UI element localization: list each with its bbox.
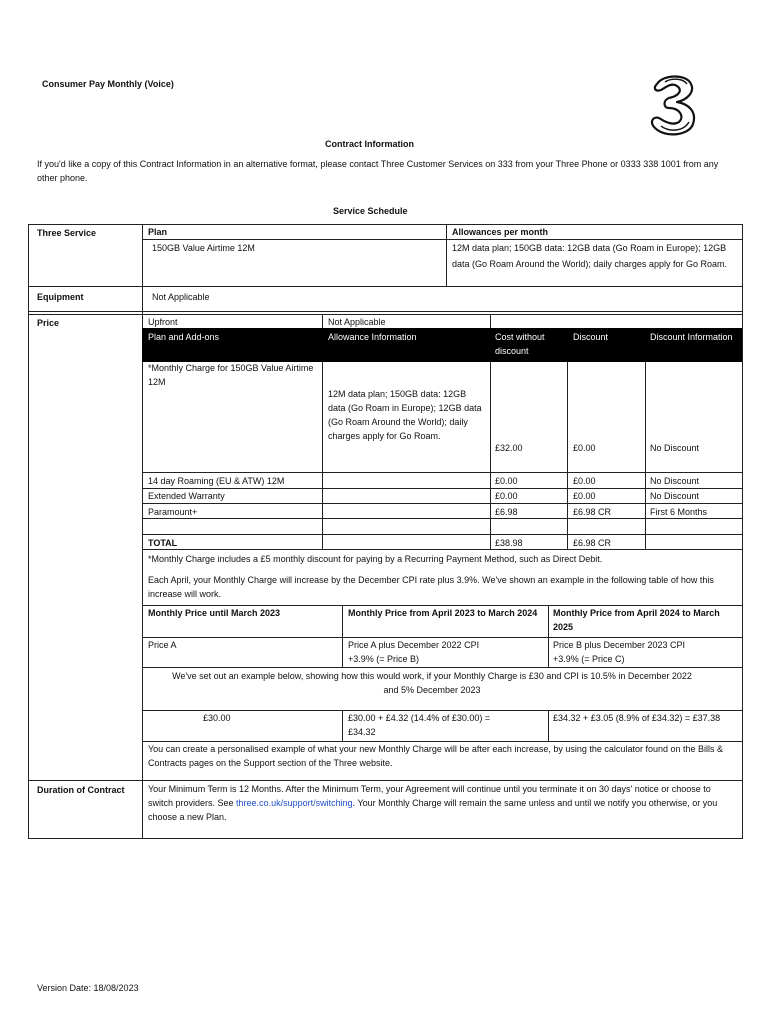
price-row-cost: £0.00	[495, 491, 518, 501]
price-label: Price	[37, 318, 60, 328]
cpi-increase-note: Each April, your Monthly Charge will increase by the December CPI rate plus 3.9%. We've shown an example in the following table of how this increase will work.	[148, 575, 714, 599]
price-row-discount: £0.00	[573, 491, 596, 501]
contract-title: Contract Information	[325, 139, 414, 149]
increase-cell-1: Price A	[148, 640, 177, 650]
upfront-label: Upfront	[148, 317, 178, 327]
intro-text: If you'd like a copy of this Contract Information in an alternative format, please contact Three Customer Services on 333 from your Three Phone or 0333 338 1001 from any other phone.	[37, 159, 719, 183]
equipment-value: Not Applicable	[152, 292, 210, 302]
total-cost: £38.98	[495, 538, 523, 548]
col-allowance-info: Allowance Information	[328, 332, 417, 342]
upfront-value: Not Applicable	[328, 317, 386, 327]
price-row-discount-info: No Discount	[650, 491, 700, 501]
price-row-discount-info: No Discount	[650, 443, 700, 453]
three-logo-icon	[643, 70, 701, 138]
increase-header-3: Monthly Price from April 2024 to March 2025	[553, 608, 720, 632]
price-row-cost: £0.00	[495, 476, 518, 486]
price-row-discount-info: No Discount	[650, 476, 700, 486]
plan-header: Plan	[148, 227, 168, 237]
col-discount-information: Discount Information	[650, 332, 733, 342]
price-row-discount: £0.00	[573, 443, 596, 453]
example-cell-2: £30.00 + £4.32 (14.4% of £30.00) = £34.32	[348, 713, 491, 737]
product-title: Consumer Pay Monthly (Voice)	[42, 79, 174, 89]
total-discount: £6.98 CR	[573, 538, 612, 548]
calculator-note: You can create a personalised example of what your new Monthly Charge will be after each increase, by using the calculator found on the Bills & Contracts pages on the Support section of the Three website.	[148, 744, 723, 768]
direct-debit-note: *Monthly Charge includes a £5 monthly discount for paying by a Recurring Payment Method, such as Direct Debit.	[148, 554, 603, 564]
example-cell-3: £34.32 + £3.05 (8.9% of £34.32) = £37.38	[553, 713, 721, 723]
example-intro: We've set out an example below, showing how this would work, if your Monthly Charge is £30 and CPI is 10.5% in December 2022 and 5% December 2023	[172, 671, 692, 695]
increase-cell-2: Price A plus December 2022 CPI +3.9% (= Price B)	[348, 640, 480, 664]
total-label: TOTAL	[148, 538, 178, 548]
increase-cell-3: Price B plus December 2023 CPI +3.9% (= Price C)	[553, 640, 686, 664]
switching-link[interactable]: three.co.uk/support/switching	[236, 798, 353, 808]
plan-name: 150GB Value Airtime 12M	[152, 243, 255, 253]
price-row-name: *Monthly Charge for 150GB Value Airtime 12M	[148, 363, 314, 387]
allowances-header: Allowances per month	[452, 227, 549, 237]
price-row-discount: £0.00	[573, 476, 596, 486]
version-date: Version Date: 18/08/2023	[37, 983, 139, 993]
price-row-cost: £32.00	[495, 443, 523, 453]
price-row-discount: £6.98 CR	[573, 507, 612, 517]
col-cost-without-discount: Cost without discount	[495, 332, 545, 356]
price-row-name: Paramount+	[148, 507, 198, 517]
duration-label: Duration of Contract	[37, 785, 125, 795]
three-service-label: Three Service	[37, 228, 97, 238]
schedule-title: Service Schedule	[333, 206, 408, 216]
price-row-discount-info: First 6 Months	[650, 507, 708, 517]
price-row-allowance: 12M data plan; 150GB data: 12GB data (Go Roam in Europe); 12GB data (Go Roam Around the World); daily charges apply for Go Roam.	[328, 389, 482, 441]
duration-text: Your Minimum Term is 12 Months. After the Minimum Term, your Agreement will continue until you terminate it on 30 days' notice or choose to switch providers. See three.co.uk/support/switching. Your Monthly Charge will remain the same unless and until we notify you otherwise, or you choose a new Plan.	[148, 784, 718, 822]
example-cell-1: £30.00	[203, 713, 231, 723]
price-row-name: 14 day Roaming (EU & ATW) 12M	[148, 476, 285, 486]
price-row-cost: £6.98	[495, 507, 518, 517]
col-discount: Discount	[573, 332, 609, 342]
price-row-name: Extended Warranty	[148, 491, 225, 501]
increase-header-1: Monthly Price until March 2023	[148, 608, 281, 618]
col-plan-addons: Plan and Add-ons	[148, 332, 220, 342]
equipment-label: Equipment	[37, 292, 84, 302]
plan-allowances: 12M data plan; 150GB data: 12GB data (Go Roam in Europe); 12GB data (Go Roam Around the World); daily charges apply for Go Roam.	[452, 243, 727, 269]
increase-header-2: Monthly Price from April 2023 to March 2024	[348, 608, 538, 618]
